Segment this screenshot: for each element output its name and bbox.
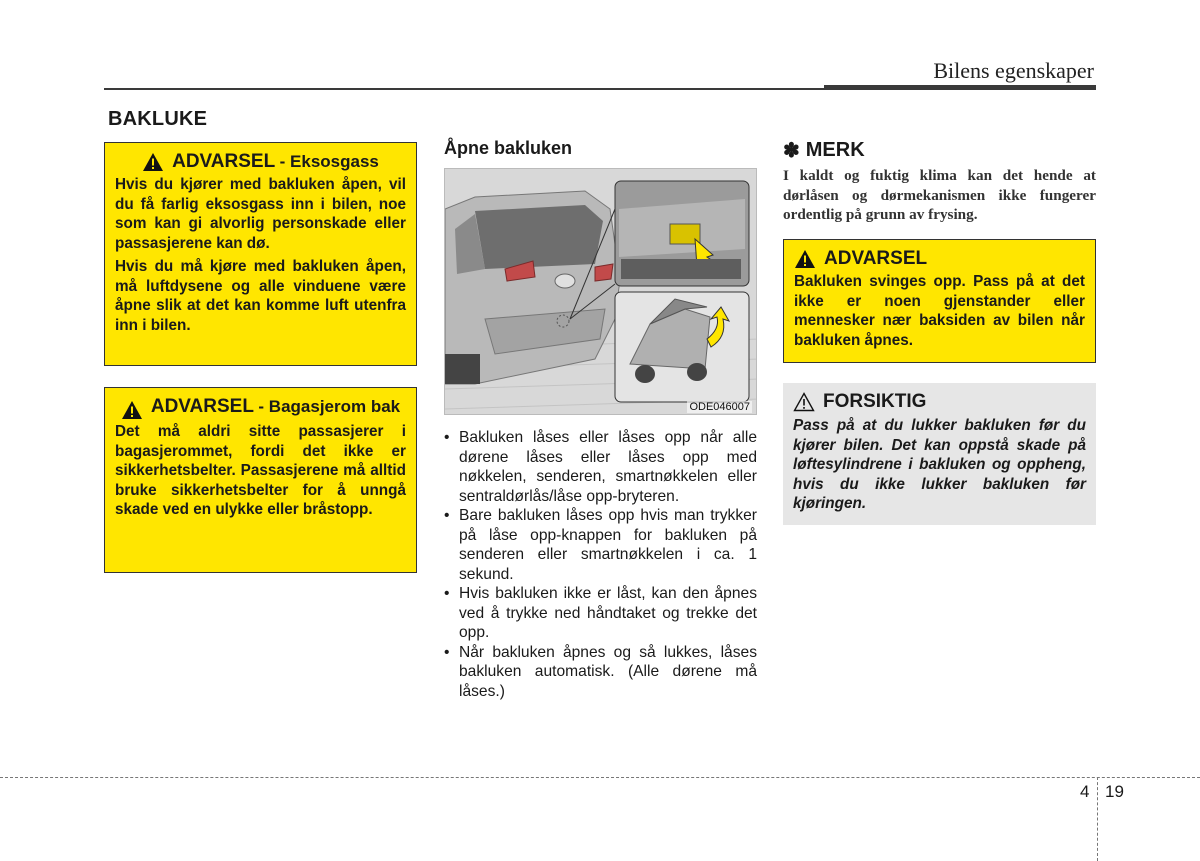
warning-paragraph: Det må aldri sitte passasjerer i bagasjerommet, fordi det ikke er sikkerhetsbelter. Passasjerene må alltid bruke sikkerhetsbelter for å unngå skade ved en ulykke eller bråstopp. — [115, 423, 406, 518]
warning-triangle-icon — [794, 249, 816, 269]
warning-triangle-icon — [121, 400, 143, 420]
list-item: • Når bakluken åpnes og så lukkes, låses bakluken automatisk. (Alle dørene må låses.) — [444, 643, 757, 702]
warning-triangle-icon — [142, 152, 164, 172]
warning-subtitle: - Eksosgass — [279, 152, 379, 171]
note-text: I kaldt og fuktig klima kan det hende at dørlåsen og dørmekanismen ikke fungerer ordentlig på grunn av frysing. — [783, 167, 1096, 223]
warning-box-exhaust — [104, 142, 417, 366]
footer-divider — [1097, 777, 1098, 861]
header-rule-accent — [824, 85, 1096, 90]
warning-title: ADVARSEL — [150, 396, 254, 417]
section-title: BAKLUKE — [108, 108, 208, 130]
warning-paragraph: Hvis du må kjøre med bakluken åpen, må luftdysene og alle vinduene være åpne slik at det kan komme luft utenfra inn i bilen. — [115, 258, 406, 334]
bullet-list — [444, 428, 757, 701]
footer-rule — [0, 777, 1200, 778]
warning-title: ADVARSEL — [824, 248, 928, 269]
list-item: • Bakluken låses eller låses opp når alle dørene låses eller låses opp med nøkkelen, senderen, smartnøkkelen eller sentraldørlås/låse opp-bryteren. — [444, 428, 757, 506]
caution-box — [783, 383, 1096, 525]
warning-header — [794, 248, 1085, 270]
warning-box-cargo — [104, 387, 417, 573]
chapter-number: 4 — [1080, 782, 1090, 801]
list-item: • Hvis bakluken ikke er låst, kan den åpnes ved å trykke ned håndtaket og trekke det opp. — [444, 584, 757, 643]
caution-header — [793, 391, 1086, 413]
warning-subtitle: - Bagasjerom bak — [258, 397, 401, 416]
figure-code: ODE046007 — [689, 401, 750, 413]
caution-triangle-icon — [793, 392, 815, 412]
page-number: 19 — [1105, 782, 1124, 801]
tailgate-illustration — [444, 168, 757, 415]
warning-header — [115, 151, 406, 173]
subsection-title: Åpne bakluken — [444, 138, 573, 158]
warning-header — [115, 396, 406, 420]
note-header — [783, 138, 865, 163]
list-item: • Bare bakluken låses opp hvis man trykker på låse opp-knappen for bakluken på senderen eller smartnøkkelen i ca. 1 sekund. — [444, 506, 757, 584]
warning-paragraph: Bakluken svinges opp. Pass på at det ikke er noen gjenstander eller mennesker nær baksiden av bilen når bakluken åpnes. — [794, 273, 1085, 349]
warning-title: ADVARSEL — [172, 151, 276, 172]
asterisk-icon: ✽ — [783, 140, 800, 162]
note-title: MERK — [805, 139, 865, 161]
caution-title: FORSIKTIG — [823, 391, 927, 412]
car-rear-illustration — [445, 169, 757, 415]
running-header: Bilens egenskaper — [933, 58, 1094, 83]
caution-paragraph: Pass på at du lukker bakluken før du kjører bilen. Det kan oppstå skade på løftesylindrene i bakluken og oppheng, hvis du ikke lukker bakluken før kjøringen. — [793, 417, 1086, 512]
warning-box-tailgate — [783, 239, 1096, 363]
warning-paragraph: Hvis du kjører med bakluken åpen, vil du få farlig eksosgass inn i bilen, noe som kan gi alvorlig personskade eller passasjerene kan dø. — [115, 176, 406, 252]
